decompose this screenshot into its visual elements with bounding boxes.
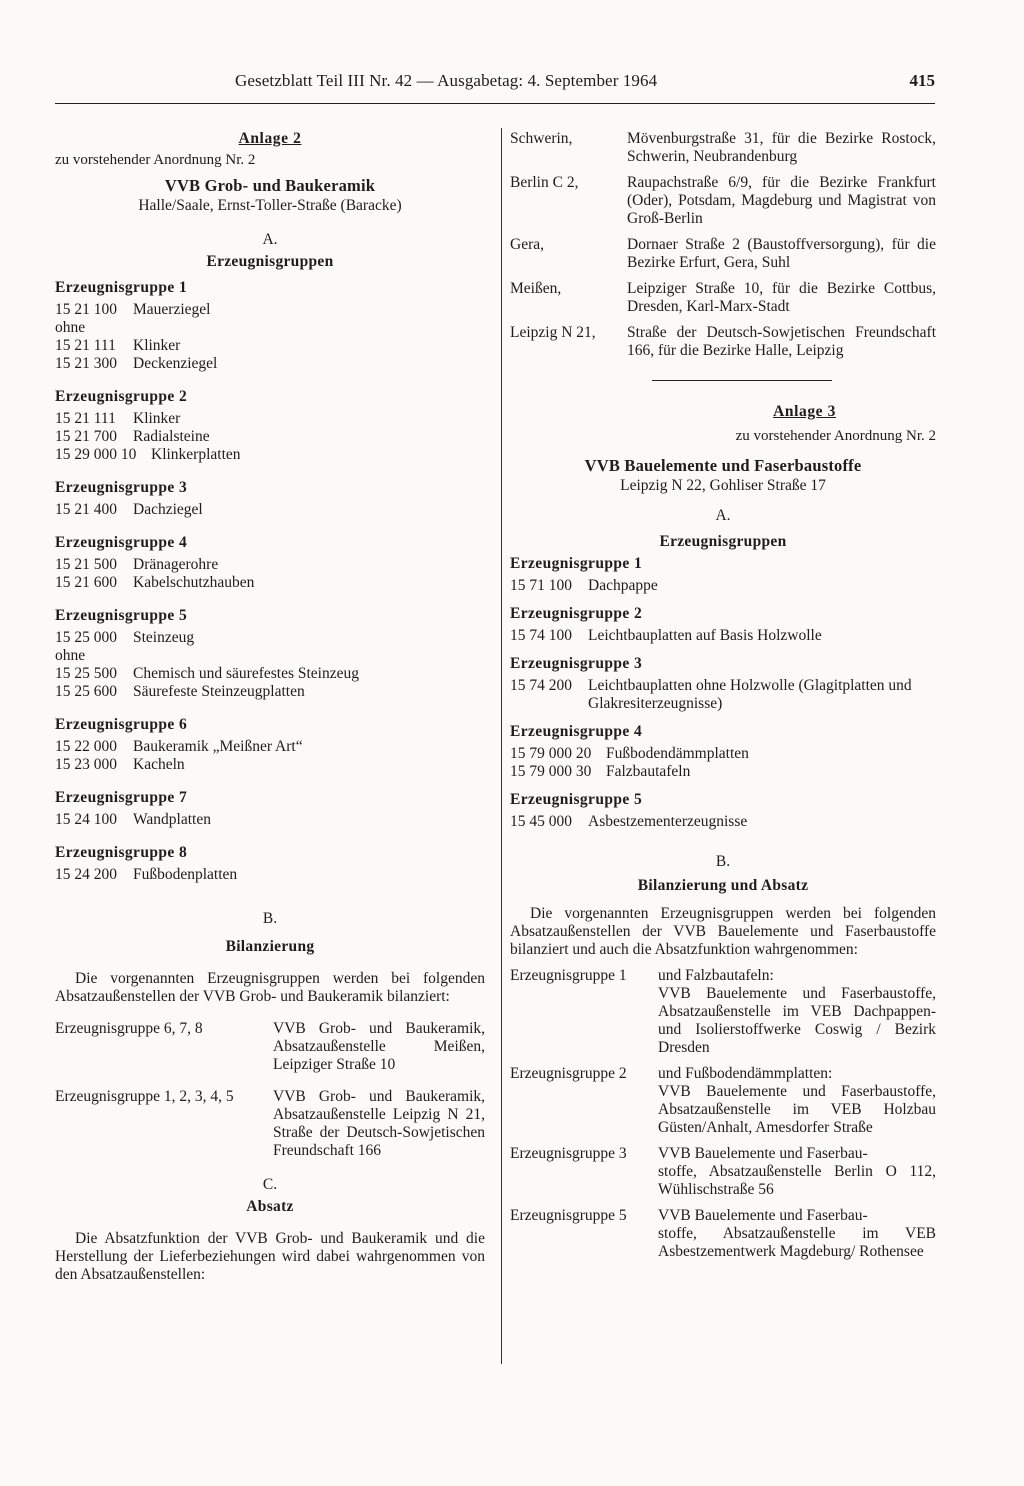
product-name: Dachziegel (133, 501, 203, 518)
bilanz-office: VVB Bauelemente und Faserbaustoffe, Absatzaußenstelle im VEB Dachpappen- und Isolierstoffwerke Coswig / Bezirk Dresden (658, 985, 936, 1056)
bilanz-first: und Falzbautafeln: (658, 967, 774, 984)
section-b-title: Bilanzierung (225, 938, 315, 955)
address-city: Leipzig N 21, (510, 324, 596, 341)
product-name: Fußbodendämmplatten (606, 745, 749, 762)
org-address: Halle/Saale, Ernst-Toller-Straße (Baracke) (138, 197, 402, 214)
group-heading: Erzeugnisgruppe 8 (55, 844, 188, 861)
product-name: Fußbodenplatten (133, 866, 238, 883)
bilanz-groups: Erzeugnisgruppe 3 (510, 1145, 627, 1162)
product-item (55, 410, 485, 428)
product-name: Steinzeug (133, 629, 195, 646)
group-heading: Erzeugnisgruppe 2 (55, 388, 188, 405)
product-name: Dachpappe (588, 577, 658, 594)
product-code: 15 25 000 (55, 629, 117, 646)
group-heading: Erzeugnisgruppe 1 (55, 279, 188, 296)
product-code: 15 21 700 (55, 428, 117, 445)
address-entry (510, 324, 936, 360)
product-code: 15 24 200 (55, 866, 117, 883)
section-b-text-2: Die vorgenannten Erzeugnisgruppen werden bei folgenden Absatzaußenstellen der VVB Bauelemente und Faserbaustoffe bilanziert und auch die Absatzfunktion wahrgenommen: (510, 905, 936, 958)
product-code: 15 22 000 (55, 738, 117, 755)
address-entry (510, 236, 936, 272)
bilanz-groups: Erzeugnisgruppe 6, 7, 8 (55, 1020, 203, 1037)
product-name: Chemisch und säurefestes Steinzeug (133, 665, 359, 682)
section-c-title: Absatz (246, 1198, 294, 1215)
bilanz-first: VVB Bauelemente und Faserbau- (658, 1207, 868, 1224)
column-divider (501, 128, 502, 1364)
product-code: 15 71 100 (510, 577, 572, 594)
product-code: 15 21 500 (55, 556, 117, 573)
product-item (55, 319, 485, 337)
org-name-2: VVB Bauelemente und Faserbaustoffe (584, 456, 862, 475)
page-number: 415 (909, 71, 935, 90)
header-rule (55, 103, 935, 104)
product-item (55, 756, 485, 774)
product-code: 15 21 300 (55, 355, 117, 372)
address-entry (510, 130, 936, 166)
anlage-3-heading: Anlage 3 (773, 403, 836, 420)
product-item (55, 337, 485, 355)
bilanz-entry (510, 1145, 936, 1199)
group-heading: Erzeugnisgruppe 7 (55, 789, 188, 806)
bilanz-entry (55, 1020, 485, 1074)
product-code: 15 21 600 (55, 574, 117, 591)
group-heading: Erzeugnisgruppe 4 (510, 723, 643, 740)
section-rule (652, 380, 832, 381)
product-item (510, 813, 936, 831)
product-code: 15 45 000 (510, 813, 572, 830)
sales-office-addresses (510, 130, 936, 360)
product-name: Deckenziegel (133, 355, 218, 372)
product-item (55, 665, 485, 683)
product-code: 15 23 000 (55, 756, 117, 773)
address-city: Gera, (510, 236, 544, 253)
product-item (55, 866, 485, 884)
address-city: Meißen, (510, 280, 562, 297)
product-item (55, 446, 485, 464)
product-code: 15 24 100 (55, 811, 117, 828)
product-name: Radialsteine (133, 428, 210, 445)
address-city: Berlin C 2, (510, 174, 579, 191)
group-heading: Erzeugnisgruppe 5 (55, 607, 188, 624)
section-a-letter: A. (262, 231, 278, 248)
product-code: 15 21 111 (55, 337, 116, 354)
product-name: Dränagerohre (133, 556, 219, 573)
product-name: Falzbautafeln (606, 763, 691, 780)
bilanz-entry (510, 1207, 936, 1261)
product-code: 15 74 200 (510, 677, 572, 694)
product-code: ohne (55, 319, 86, 336)
bilanz-office: stoffe, Absatzaußenstelle Berlin O 112, Wühlischstraße 56 (658, 1163, 936, 1198)
product-item (55, 301, 485, 319)
product-code: 15 79 000 20 (510, 745, 592, 762)
left-column (55, 130, 485, 1284)
org-name: VVB Grob- und Baukeramik (164, 176, 376, 195)
product-item (55, 683, 485, 701)
section-a-letter-2: A. (715, 507, 731, 524)
product-name: Klinker (133, 410, 181, 427)
product-name: Leichtbauplatten ohne Holzwolle (Glagitplatten und Glakresiterzeugnisse) (588, 677, 912, 712)
address-entry (510, 280, 936, 316)
gazette-title: Gesetzblatt Teil III Nr. 42 — Ausgabetag: 4. September 1964 (235, 71, 658, 90)
product-code: 15 74 100 (510, 627, 572, 644)
product-name: Mauerziegel (133, 301, 211, 318)
product-item (55, 501, 485, 519)
section-b-title-2: Bilanzierung und Absatz (637, 877, 809, 894)
product-code: 15 21 400 (55, 501, 117, 518)
product-item (55, 738, 485, 756)
group-heading: Erzeugnisgruppe 1 (510, 555, 643, 572)
product-code: 15 21 100 (55, 301, 117, 318)
product-item (510, 677, 936, 713)
product-item (510, 763, 936, 781)
bilanz-first: und Fußbodendämmplatten: (658, 1065, 833, 1082)
org-address-2: Leipzig N 22, Gohliser Straße 17 (620, 477, 826, 494)
address-text: Leipziger Straße 10, für die Bezirke Cottbus, Dresden, Karl-Marx-Stadt (627, 280, 936, 315)
product-code: 15 29 000 10 (55, 446, 137, 463)
address-text: Dornaer Straße 2 (Baustoffversorgung), für die Bezirke Erfurt, Gera, Suhl (627, 236, 936, 271)
address-text: Straße der Deutsch-Sowjetischen Freundschaft 166, für die Bezirke Halle, Leipzig (627, 324, 936, 359)
product-code: 15 79 000 30 (510, 763, 592, 780)
page-header (55, 72, 935, 96)
right-column (510, 130, 936, 1261)
bilanz-office: VVB Bauelemente und Faserbaustoffe, Absatzaußenstelle im VEB Holzbau Güsten/Anhalt, Amesdorfer Straße (658, 1083, 936, 1136)
group-heading: Erzeugnisgruppe 4 (55, 534, 188, 551)
group-heading: Erzeugnisgruppe 3 (55, 479, 188, 496)
group-heading: Erzeugnisgruppe 5 (510, 791, 643, 808)
bilanz-office: VVB Grob- und Baukeramik, Absatzaußenstelle Leipzig N 21, Straße der Deutsch-Sowjetischen Freundschaft 166 (273, 1088, 485, 1159)
product-code: 15 25 600 (55, 683, 117, 700)
section-a-title-2: Erzeugnisgruppen (659, 533, 787, 550)
product-item (55, 647, 485, 665)
address-text: Raupachstraße 6/9, für die Bezirke Frankfurt (Oder), Potsdam, Magdeburg und Magistrat von Groß-Berlin (627, 174, 936, 227)
product-item (55, 556, 485, 574)
bilanz-entry (510, 1065, 936, 1137)
left-product-groups (55, 279, 485, 884)
right-product-groups (510, 555, 936, 831)
bilanz-first-line (510, 1065, 936, 1083)
section-c-letter: C. (262, 1176, 278, 1193)
section-b-letter-2: B. (715, 853, 731, 870)
group-heading: Erzeugnisgruppe 3 (510, 655, 643, 672)
left-bilanz-list (55, 1020, 485, 1160)
product-item (55, 428, 485, 446)
bilanz-groups: Erzeugnisgruppe 1, 2, 3, 4, 5 (55, 1088, 234, 1105)
product-name: Klinker (133, 337, 181, 354)
bilanz-first-line (510, 967, 936, 985)
product-item (55, 574, 485, 592)
section-b-letter: B. (262, 910, 278, 927)
anlage-2-subtitle: zu vorstehender Anordnung Nr. 2 (55, 152, 256, 168)
section-b-text: Die vorgenannten Erzeugnisgruppen werden bei folgenden Absatzaußenstellen der VVB Grob- und Baukeramik bilanziert: (55, 970, 485, 1005)
product-item (510, 577, 936, 595)
bilanz-first-line (510, 1145, 936, 1163)
product-name: Kabelschutzhauben (133, 574, 255, 591)
product-item (55, 355, 485, 373)
group-heading: Erzeugnisgruppe 2 (510, 605, 643, 622)
product-code: 15 25 500 (55, 665, 117, 682)
anlage-3-subtitle: zu vorstehender Anordnung Nr. 2 (735, 428, 936, 444)
product-item (510, 627, 936, 645)
bilanz-groups: Erzeugnisgruppe 1 (510, 967, 627, 984)
address-entry (510, 174, 936, 228)
product-name: Baukeramik „Meißner Art“ (133, 738, 303, 755)
address-text: Mövenburgstraße 31, für die Bezirke Rostock, Schwerin, Neubrandenburg (627, 130, 936, 165)
right-bilanz-list (510, 967, 936, 1261)
product-item (510, 745, 936, 763)
section-c-text: Die Absatzfunktion der VVB Grob- und Baukeramik und die Herstellung der Lieferbeziehungen wird dabei wahrgenommen von den Absatzaußenstellen: (55, 1230, 485, 1283)
product-name: Asbestzementerzeugnisse (588, 813, 748, 830)
section-a-title: Erzeugnisgruppen (206, 253, 334, 270)
bilanz-groups: Erzeugnisgruppe 5 (510, 1207, 627, 1224)
product-name: Klinkerplatten (151, 446, 241, 463)
product-item (55, 629, 485, 647)
address-city: Schwerin, (510, 130, 573, 147)
anlage-2-heading: Anlage 2 (238, 130, 302, 147)
product-name: Kacheln (133, 756, 185, 773)
bilanz-first: VVB Bauelemente und Faserbau- (658, 1145, 868, 1162)
bilanz-entry (510, 967, 936, 1057)
bilanz-groups: Erzeugnisgruppe 2 (510, 1065, 627, 1082)
bilanz-first-line (510, 1207, 936, 1225)
bilanz-office: VVB Grob- und Baukeramik, Absatzaußenstelle Meißen, Leipziger Straße 10 (273, 1020, 485, 1073)
group-heading: Erzeugnisgruppe 6 (55, 716, 188, 733)
product-name: Leichtbauplatten auf Basis Holzwolle (588, 627, 822, 644)
product-code: ohne (55, 647, 86, 664)
product-name: Säurefeste Steinzeugplatten (133, 683, 305, 700)
product-name: Wandplatten (133, 811, 211, 828)
bilanz-entry (55, 1088, 485, 1160)
product-code: 15 21 111 (55, 410, 116, 427)
bilanz-office: stoffe, Absatzaußenstelle im VEB Asbestzementwerk Magdeburg/ Rothensee (658, 1225, 936, 1260)
product-item (55, 811, 485, 829)
